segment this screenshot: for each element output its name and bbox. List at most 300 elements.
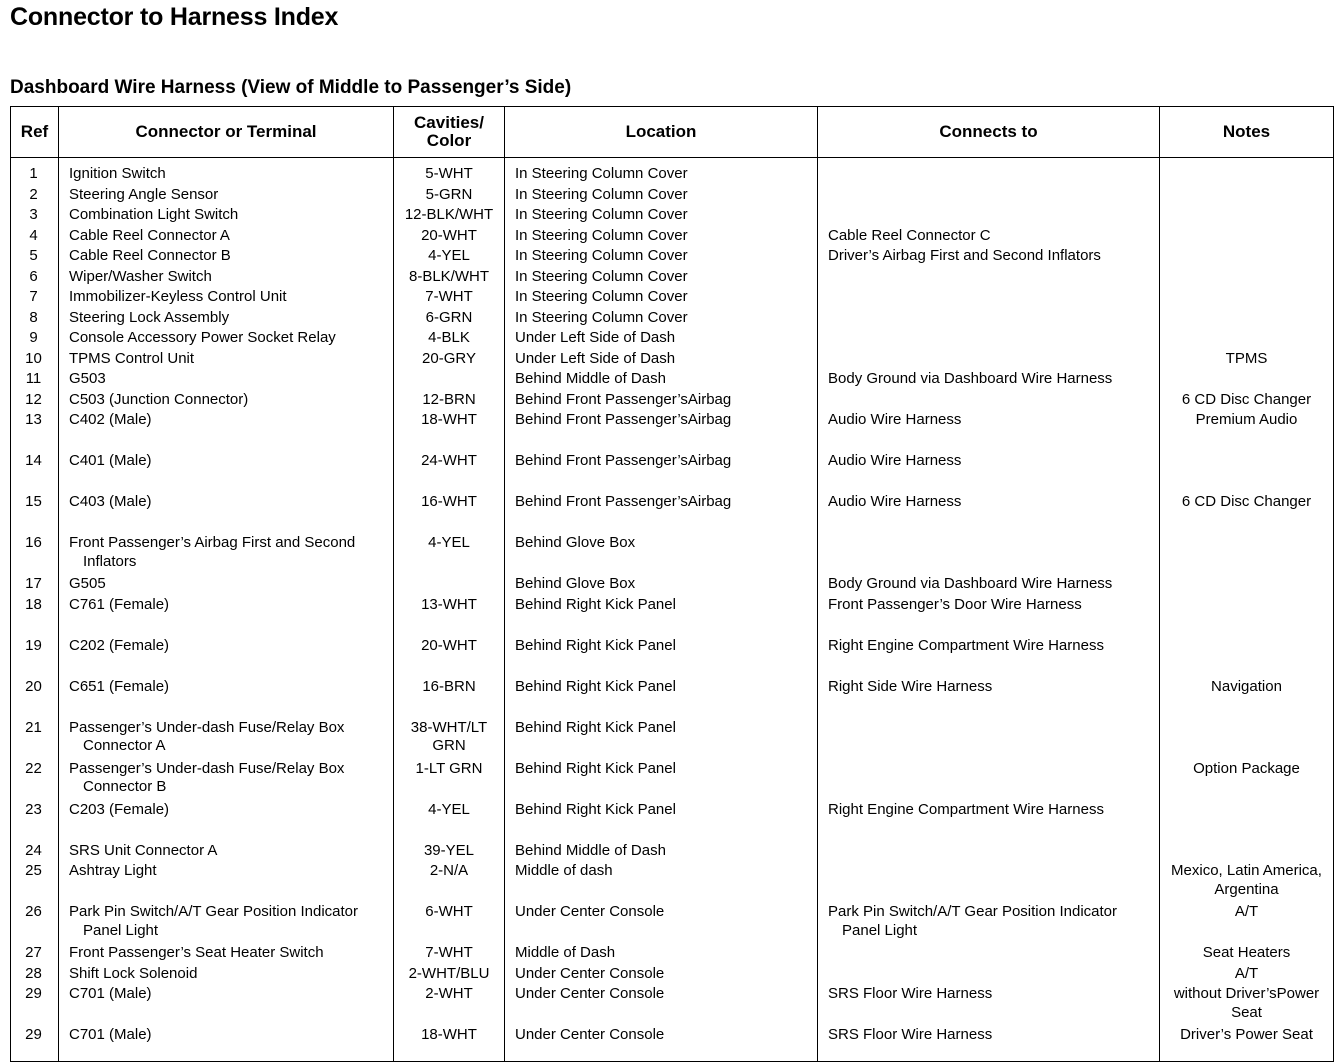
ref-cell-text: 29 [25, 985, 42, 1002]
location-cell-text: Behind Right Kick Panel [515, 595, 676, 613]
ref-cell [11, 637, 59, 678]
connector-cell-text: C503 (Junction Connector) [69, 390, 249, 408]
connects-to-cell [818, 842, 1160, 863]
ref-cell [11, 493, 59, 534]
connector-cell [59, 985, 394, 1026]
connects-to-cell-text: Right Side Wire Harness [828, 677, 993, 695]
cavities-cell-text: 8-BLK/WHT [408, 267, 489, 285]
ref-cell [11, 206, 59, 227]
connector-cell [59, 329, 394, 350]
location-cell [505, 862, 818, 903]
ref-cell [11, 985, 59, 1026]
cavities-cell [394, 637, 505, 678]
connector-cell-text: Steering Lock Assembly [69, 308, 230, 326]
notes-cell [1160, 760, 1334, 801]
ref-cell-text: 23 [25, 800, 42, 818]
ref-cell-text: 3 [29, 206, 38, 223]
location-cell [505, 575, 818, 596]
header-cavities [394, 107, 505, 158]
connector-cell-text: Console Accessory Power Socket Relay [69, 329, 336, 346]
ref-cell-text: 16 [25, 534, 42, 551]
connector-cell-text: Panel Light [83, 921, 159, 939]
connects-to-cell-text: Audio Wire Harness [828, 493, 962, 510]
connector-cell [59, 944, 394, 965]
table-row [11, 350, 1334, 371]
ref-cell-text: 25 [25, 862, 42, 879]
ref-cell [11, 842, 59, 863]
ref-cell [11, 370, 59, 391]
connects-to-cell-text: Front Passenger’s Door Wire Harness [828, 595, 1082, 613]
connector-cell-text: Shift Lock Solenoid [69, 964, 198, 982]
notes-cell [1160, 534, 1334, 575]
header-ref: Ref [11, 107, 59, 158]
table-row [11, 206, 1334, 227]
connects-to-cell [818, 206, 1160, 227]
connector-cell [59, 370, 394, 391]
cavities-cell [394, 842, 505, 863]
table-row [11, 965, 1334, 986]
cavities-cell [394, 247, 505, 268]
cavities-cell-text: 20-WHT [421, 636, 477, 654]
cavities-cell [394, 1026, 505, 1061]
notes-cell [1160, 575, 1334, 596]
cavities-cell-text: 7-WHT [425, 288, 473, 305]
ref-cell-text: 18 [25, 595, 42, 613]
notes-cell [1160, 985, 1334, 1026]
location-cell-text: In Steering Column Cover [515, 206, 688, 223]
ref-cell [11, 1026, 59, 1061]
connector-cell-text: G505 [69, 575, 106, 592]
location-cell [505, 288, 818, 309]
table-row [11, 842, 1334, 863]
connector-cell-text: Wiper/Washer Switch [69, 267, 212, 285]
ref-cell [11, 309, 59, 330]
cavities-cell-text: 4-YEL [428, 534, 470, 551]
location-cell [505, 596, 818, 637]
notes-cell-text: A/T [1234, 964, 1259, 982]
location-cell [505, 452, 818, 493]
connector-cell [59, 452, 394, 493]
ref-cell-text: 17 [25, 575, 42, 592]
notes-cell [1160, 227, 1334, 248]
cavities-cell [394, 944, 505, 965]
ref-cell [11, 227, 59, 248]
connector-cell-text: C701 (Male) [69, 1026, 152, 1043]
connector-cell [59, 350, 394, 371]
location-cell-text: Under Center Console [515, 964, 665, 982]
cavities-cell [394, 760, 505, 801]
table-row [11, 493, 1334, 534]
cavities-cell [394, 329, 505, 350]
connects-to-cell [818, 186, 1160, 207]
table-row [11, 944, 1334, 965]
connects-to-cell [818, 575, 1160, 596]
connector-cell-text: Combination Light Switch [69, 206, 239, 223]
cavities-cell [394, 493, 505, 534]
notes-cell-text: 6 CD Disc Changer [1181, 390, 1312, 408]
notes-cell [1160, 370, 1334, 391]
connects-to-cell [818, 309, 1160, 330]
cavities-cell [394, 862, 505, 903]
location-cell-text: Under Left Side of Dash [515, 329, 676, 346]
connects-to-cell-text: Park Pin Switch/A/T Gear Position Indicator [828, 903, 1118, 920]
notes-cell-text: Driver’s Power Seat [1180, 1026, 1313, 1043]
connector-cell-text: Connector A [83, 737, 166, 754]
cavities-cell-text: 18-WHT [421, 1026, 477, 1043]
connects-to-cell [818, 678, 1160, 719]
location-cell [505, 391, 818, 412]
location-cell [505, 411, 818, 452]
cavities-cell [394, 719, 505, 760]
location-cell-text: Under Left Side of Dash [515, 349, 676, 367]
cavities-cell [394, 575, 505, 596]
table-row [11, 862, 1334, 903]
ref-cell-text: 21 [25, 718, 42, 736]
notes-cell-text: TPMS [1225, 349, 1268, 367]
connects-to-cell [818, 1026, 1160, 1061]
location-cell-text: Behind Right Kick Panel [515, 800, 676, 818]
ref-cell [11, 158, 59, 186]
connects-to-cell [818, 534, 1160, 575]
ref-cell [11, 903, 59, 944]
ref-cell-text: 14 [25, 452, 42, 469]
connects-to-cell [818, 944, 1160, 965]
connector-cell [59, 678, 394, 719]
connects-to-cell [818, 411, 1160, 452]
ref-cell [11, 965, 59, 986]
cavities-cell [394, 596, 505, 637]
cavities-cell-text: 18-WHT [421, 411, 477, 428]
location-cell-text: In Steering Column Cover [515, 308, 688, 326]
notes-cell-text: Seat Heaters [1202, 944, 1291, 961]
connector-cell-text: Cable Reel Connector B [69, 247, 231, 264]
notes-cell [1160, 158, 1334, 186]
cavities-cell [394, 370, 505, 391]
connector-cell-text: Inflators [83, 552, 137, 570]
connector-cell [59, 1026, 394, 1061]
connector-cell-text: Passenger’s Under-dash Fuse/Relay Box [69, 759, 345, 777]
ref-cell [11, 719, 59, 760]
connector-cell [59, 842, 394, 863]
table-row [11, 247, 1334, 268]
connector-cell-text: C402 (Male) [69, 411, 152, 428]
notes-cell-text: Premium Audio [1195, 411, 1298, 428]
table-row [11, 575, 1334, 596]
connects-to-cell [818, 350, 1160, 371]
table-row [11, 903, 1334, 944]
connector-cell-text: Connector B [83, 778, 167, 795]
cavities-cell [394, 158, 505, 186]
table-row [11, 452, 1334, 493]
ref-cell-text: 2 [29, 185, 38, 203]
connects-to-cell [818, 965, 1160, 986]
location-cell-text: Behind Right Kick Panel [515, 636, 676, 654]
connects-to-cell [818, 719, 1160, 760]
ref-cell [11, 329, 59, 350]
cavities-cell-text: 4-BLK [428, 329, 470, 346]
connector-cell [59, 862, 394, 903]
table-row [11, 637, 1334, 678]
location-cell-text: In Steering Column Cover [515, 288, 688, 305]
connects-to-cell-text: Right Engine Compartment Wire Harness [828, 800, 1104, 818]
location-cell [505, 842, 818, 863]
connector-cell [59, 596, 394, 637]
header-notes: Notes [1160, 107, 1334, 158]
ref-cell [11, 760, 59, 801]
notes-cell [1160, 309, 1334, 330]
cavities-cell-text: 20-WHT [421, 226, 477, 244]
connector-index-table [10, 106, 1334, 1062]
ref-cell-text: 13 [25, 411, 42, 428]
location-cell [505, 965, 818, 986]
notes-cell-text: 6 CD Disc Changer [1181, 493, 1312, 510]
location-cell [505, 206, 818, 227]
ref-cell-text: 27 [25, 944, 42, 961]
table-row [11, 1026, 1334, 1061]
connector-cell-text: Ignition Switch [69, 165, 166, 182]
connects-to-cell [818, 493, 1160, 534]
ref-cell [11, 801, 59, 842]
connector-cell-text: Park Pin Switch/A/T Gear Position Indicator [69, 903, 359, 920]
notes-cell-text: Navigation [1211, 677, 1282, 695]
cavities-cell-text: 16-BRN [422, 677, 476, 695]
location-cell [505, 158, 818, 186]
header-cavities-line2: Color [426, 131, 472, 150]
section-subtitle: Dashboard Wire Harness (View of Middle to Passenger’s Side) [10, 77, 572, 98]
connector-cell-text: Immobilizer-Keyless Control Unit [69, 288, 287, 305]
notes-cell [1160, 329, 1334, 350]
connector-cell [59, 206, 394, 227]
table-row [11, 309, 1334, 330]
cavities-cell-text: 2-WHT [425, 985, 473, 1002]
ref-cell [11, 411, 59, 452]
notes-cell [1160, 678, 1334, 719]
ref-cell-text: 11 [25, 370, 42, 387]
connects-to-cell-text: Panel Light [842, 921, 918, 939]
location-cell-text: Behind Front Passenger’sAirbag [515, 493, 732, 510]
location-cell-text: Behind Middle of Dash [515, 370, 666, 387]
table-row [11, 391, 1334, 412]
connector-cell [59, 391, 394, 412]
table-row [11, 760, 1334, 801]
location-cell [505, 247, 818, 268]
notes-cell [1160, 842, 1334, 863]
connector-cell-text: Front Passenger’s Airbag First and Second [69, 534, 356, 551]
cavities-cell [394, 452, 505, 493]
location-cell-text: Behind Front Passenger’sAirbag [515, 452, 732, 469]
connector-cell-text: Front Passenger’s Seat Heater Switch [69, 944, 324, 961]
connector-cell [59, 575, 394, 596]
location-cell [505, 985, 818, 1026]
location-cell-text: Under Center Console [515, 985, 665, 1002]
cavities-cell [394, 411, 505, 452]
location-cell-text: Behind Glove Box [515, 534, 636, 551]
ref-cell-text: 9 [29, 329, 38, 346]
cavities-cell [394, 206, 505, 227]
connector-cell [59, 719, 394, 760]
notes-cell [1160, 268, 1334, 289]
location-cell-text: Under Center Console [515, 903, 665, 920]
connects-to-cell-text: Right Engine Compartment Wire Harness [828, 636, 1104, 654]
connects-to-cell [818, 247, 1160, 268]
location-cell-text: Middle of Dash [515, 944, 616, 961]
notes-cell [1160, 903, 1334, 944]
cavities-cell [394, 534, 505, 575]
cavities-cell [394, 227, 505, 248]
connects-to-cell [818, 370, 1160, 391]
ref-cell [11, 391, 59, 412]
notes-cell [1160, 637, 1334, 678]
notes-cell [1160, 1026, 1334, 1061]
ref-cell [11, 268, 59, 289]
cavities-cell-text: 6-GRN [425, 308, 473, 326]
notes-cell [1160, 452, 1334, 493]
cavities-cell [394, 350, 505, 371]
location-cell [505, 678, 818, 719]
connects-to-cell [818, 329, 1160, 350]
notes-cell [1160, 186, 1334, 207]
notes-cell [1160, 391, 1334, 412]
notes-cell-text: Seat [1231, 1003, 1262, 1021]
location-cell [505, 268, 818, 289]
connector-cell [59, 534, 394, 575]
connector-cell [59, 309, 394, 330]
connects-to-cell-text: SRS Floor Wire Harness [828, 1026, 993, 1043]
location-cell [505, 329, 818, 350]
connector-cell [59, 186, 394, 207]
connects-to-cell [818, 452, 1160, 493]
table-body [11, 158, 1334, 1062]
notes-cell [1160, 801, 1334, 842]
cavities-cell-text: 5-GRN [425, 185, 473, 203]
notes-cell-text: Mexico, Latin America, [1171, 862, 1322, 879]
cavities-cell [394, 985, 505, 1026]
ref-cell-text: 1 [29, 165, 38, 182]
table-row [11, 801, 1334, 842]
location-cell-text: In Steering Column Cover [515, 267, 688, 285]
cavities-cell-text: 4-YEL [428, 247, 470, 264]
connects-to-cell [818, 903, 1160, 944]
cavities-cell-text: 12-BLK/WHT [404, 206, 494, 223]
connector-cell-text: Passenger’s Under-dash Fuse/Relay Box [69, 718, 345, 736]
ref-cell [11, 575, 59, 596]
notes-cell-text: A/T [1234, 903, 1259, 920]
connector-cell [59, 227, 394, 248]
cavities-cell-text: 5-WHT [425, 165, 473, 182]
cavities-cell-text: 39-YEL [423, 841, 475, 859]
cavities-cell [394, 801, 505, 842]
cavities-cell-text: 12-BRN [422, 390, 476, 408]
notes-cell [1160, 288, 1334, 309]
notes-cell [1160, 350, 1334, 371]
table-row [11, 985, 1334, 1026]
cavities-cell [394, 965, 505, 986]
table-row [11, 719, 1334, 760]
table-row [11, 534, 1334, 575]
cavities-cell-text: 38-WHT/LT [410, 718, 488, 736]
connects-to-cell [818, 985, 1160, 1026]
connector-cell-text: Steering Angle Sensor [69, 185, 219, 203]
location-cell-text: Behind Right Kick Panel [515, 759, 676, 777]
ref-cell [11, 678, 59, 719]
connector-cell-text: Cable Reel Connector A [69, 226, 230, 244]
location-cell [505, 309, 818, 330]
notes-cell [1160, 411, 1334, 452]
location-cell-text: In Steering Column Cover [515, 165, 688, 182]
connector-cell-text: C651 (Female) [69, 677, 170, 695]
location-cell [505, 370, 818, 391]
notes-cell [1160, 862, 1334, 903]
ref-cell [11, 862, 59, 903]
notes-cell [1160, 247, 1334, 268]
ref-cell [11, 944, 59, 965]
connector-cell-text: C202 (Female) [69, 636, 170, 654]
notes-cell [1160, 719, 1334, 760]
table-row [11, 268, 1334, 289]
header-cavities-line1: Cavities/ [414, 113, 484, 132]
location-cell [505, 801, 818, 842]
connector-cell-text: C701 (Male) [69, 985, 152, 1002]
location-cell [505, 350, 818, 371]
location-cell [505, 534, 818, 575]
connects-to-cell-text: Body Ground via Dashboard Wire Harness [828, 575, 1113, 592]
connector-cell-text: C401 (Male) [69, 452, 152, 469]
ref-cell [11, 350, 59, 371]
ref-cell [11, 452, 59, 493]
connector-cell [59, 637, 394, 678]
table-row [11, 370, 1334, 391]
cavities-cell-text: 6-WHT [425, 903, 473, 920]
ref-cell-text: 15 [25, 493, 42, 510]
ref-cell-text: 7 [29, 288, 38, 305]
connector-cell [59, 965, 394, 986]
connector-cell-text: C761 (Female) [69, 595, 170, 613]
connector-cell-text: C403 (Male) [69, 493, 152, 510]
connector-cell [59, 247, 394, 268]
location-cell [505, 719, 818, 760]
connects-to-cell [818, 288, 1160, 309]
location-cell [505, 186, 818, 207]
cavities-cell-text: 24-WHT [421, 452, 477, 469]
connects-to-cell-text: Cable Reel Connector C [828, 226, 991, 244]
connects-to-cell-text: Audio Wire Harness [828, 452, 962, 469]
table-header-row [11, 107, 1334, 158]
cavities-cell [394, 678, 505, 719]
connects-to-cell-text: Driver’s Airbag First and Second Inflators [828, 247, 1101, 264]
connector-cell-text: Ashtray Light [69, 862, 157, 879]
cavities-cell-text: 20-GRY [422, 349, 476, 367]
location-cell-text: Behind Right Kick Panel [515, 718, 676, 736]
table-row [11, 329, 1334, 350]
table-row [11, 411, 1334, 452]
connector-cell [59, 411, 394, 452]
ref-cell-text: 6 [29, 267, 38, 285]
table-row [11, 288, 1334, 309]
cavities-cell-text: 13-WHT [421, 595, 477, 613]
table-row [11, 227, 1334, 248]
cavities-cell-text: GRN [432, 737, 466, 754]
connects-to-cell-text: Body Ground via Dashboard Wire Harness [828, 370, 1113, 387]
location-cell [505, 944, 818, 965]
table-row [11, 158, 1334, 186]
header-connector: Connector or Terminal [59, 107, 394, 158]
notes-cell [1160, 944, 1334, 965]
ref-cell [11, 534, 59, 575]
connects-to-cell [818, 268, 1160, 289]
ref-cell-text: 20 [25, 677, 42, 695]
connects-to-cell [818, 801, 1160, 842]
ref-cell [11, 247, 59, 268]
